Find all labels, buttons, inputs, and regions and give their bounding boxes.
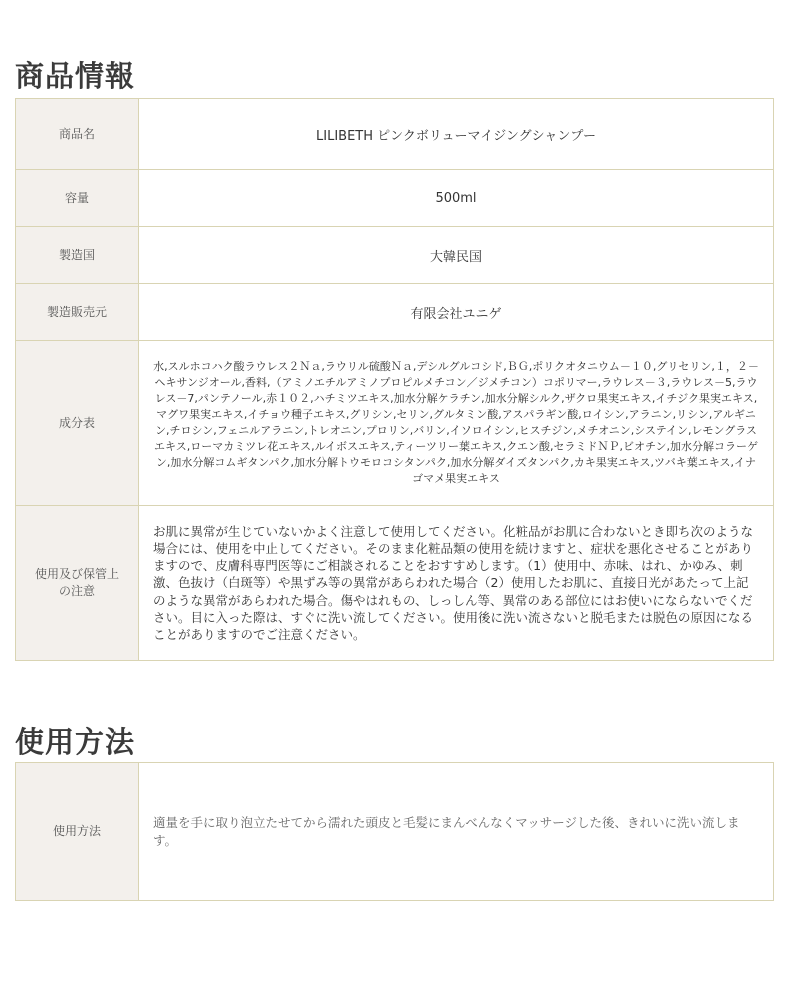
usage-table: [15, 762, 774, 901]
product-info-table: [15, 98, 774, 661]
table-row: [16, 284, 774, 341]
row-label: 商品名: [16, 99, 139, 170]
table-row: [16, 99, 774, 170]
row-label: 製造販売元: [16, 284, 139, 341]
row-label: 容量: [16, 170, 139, 227]
table-row: [16, 170, 774, 227]
row-label: 製造国: [16, 227, 139, 284]
product-name: LILIBETH ピンクボリューマイジングシャンプー: [139, 99, 774, 170]
row-label: 成分表: [16, 341, 139, 506]
table-row: [16, 227, 774, 284]
volume: 500ml: [139, 170, 774, 227]
usage-instructions: 適量を手に取り泡立たせてから濡れた頭皮と毛髪にまんべんなくマッサージした後、きれいに洗い流します。: [139, 763, 774, 901]
row-label: 使用方法: [16, 763, 139, 901]
table-row: [16, 506, 774, 661]
section-heading-product-info: 商品情報: [15, 59, 136, 93]
table-row: [16, 341, 774, 506]
distributor: 有限会社ユニゲ: [139, 284, 774, 341]
precautions: お肌に異常が生じていないかよく注意して使用してください。化粧品がお肌に合わないとき即ち次のような場合には、使用を中止してください。そのまま化粧品類の使用を続けますと、症状を悪化させることがありますので、皮膚科専門医等にご相談されることをおすすめします。（1）使用中、赤味、はれ、かゆみ、刺激、色抜け（白斑等）や黒ずみ等の異常があらわれた場合（2）使用したお肌に、直接日光があたって上記のような異常があらわれた場合。傷やはれもの、しっしん等、異常のある部位にはお使いにならないでください。目に入った際は、すぐに洗い流してください。使用後に洗い流さないと脱毛または脱色の原因になることがありますのでご注意ください。: [139, 506, 774, 661]
table-row: [16, 763, 774, 901]
country-of-origin: 大韓民国: [139, 227, 774, 284]
ingredients: 水,スルホコハク酸ラウレス２Ｎａ,ラウリル硫酸Ｎａ,デシルグルコシド,ＢＧ,ポリクオタニウム－１０,グリセリン,１，２－ヘキサンジオール,香料,（アミノエチルアミノプロピルメチコン／ジメチコン）コポリマー,ラウレス－３,ラウレス－5,ラウレス－7,パンテノール,赤１０２,ハチミツエキス,加水分解ケラチン,加水分解シルク,ザクロ果実エキス,イチジク果実エキス,マグワ果実エキス,イチョウ種子エキス,グリシン,セリン,グルタミン酸,アスパラギン酸,ロイシン,アラニン,リシン,アルギニン,チロシン,フェニルアラニン,トレオニン,プロリン,バリン,イソロイシン,ヒスチジン,メチオニン,システイン,レモングラスエキス,ローマカミツレ花エキス,ルイボスエキス,ティーツリー葉エキス,クエン酸,セラミドＮＰ,ビオチン,加水分解コラーゲン,加水分解コムギタンパク,加水分解トウモロコシタンパク,加水分解ダイズタンパク,カキ果実エキス,ツバキ葉エキス,イナゴマメ果実エキス: [139, 341, 774, 506]
section-heading-usage: 使用方法: [15, 725, 136, 759]
row-label: 使用及び保管上の注意: [16, 506, 139, 661]
